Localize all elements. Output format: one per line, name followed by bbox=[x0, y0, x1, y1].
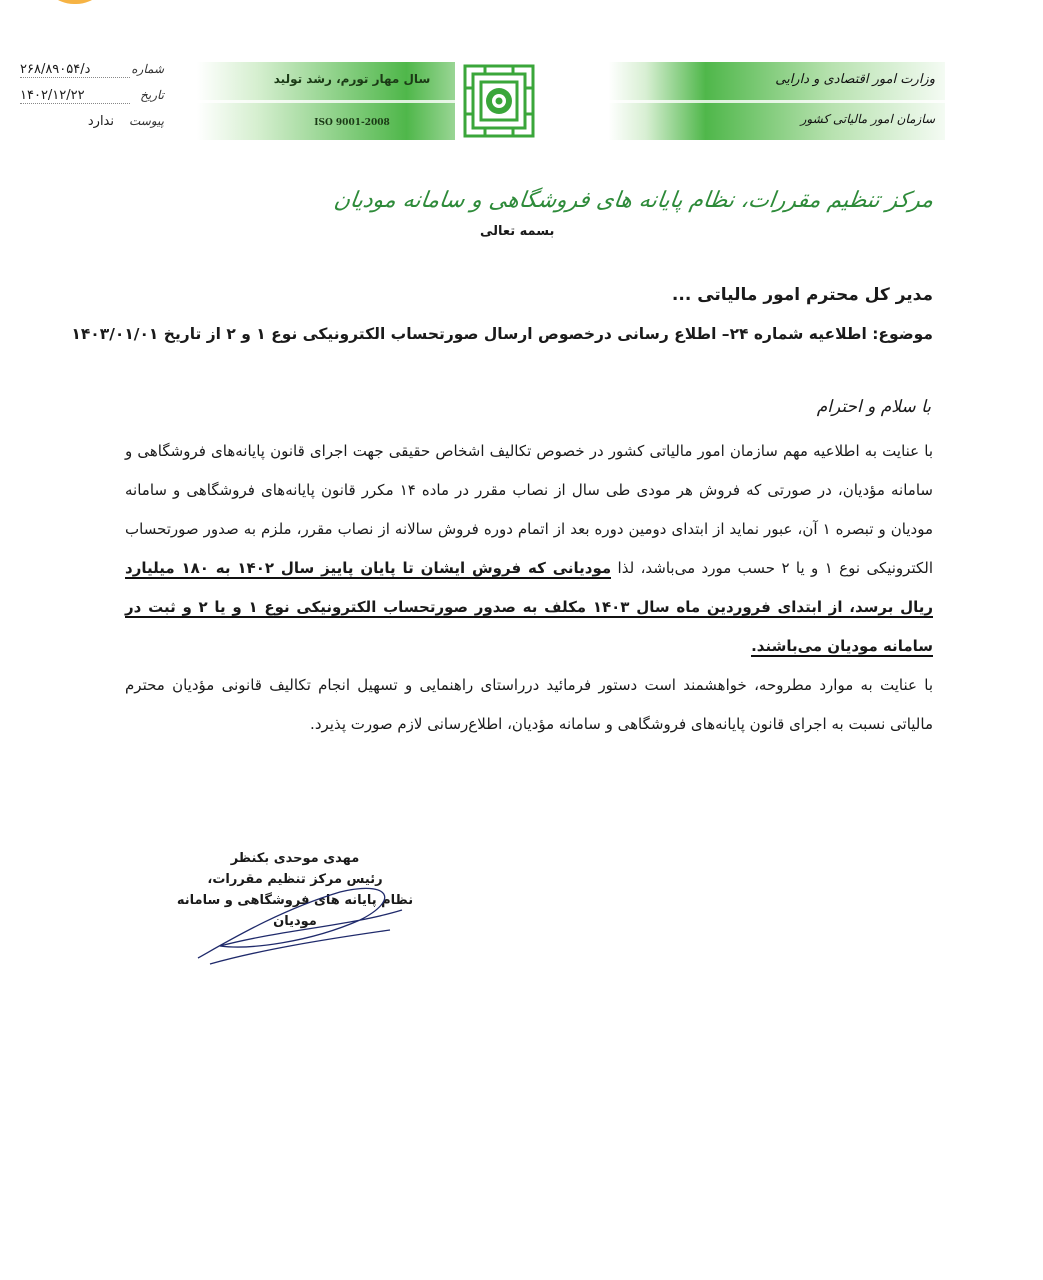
signatory-name: مهدی موحدی بکنظر bbox=[230, 851, 360, 866]
number-label: شماره bbox=[131, 62, 164, 76]
signatory-title-2: نظام پایانه های فروشگاهی و سامانه مودیان bbox=[176, 893, 414, 929]
addressee: مدیر کل محترم امور مالیاتی ... bbox=[671, 285, 933, 305]
letter-meta bbox=[14, 62, 164, 140]
year-slogan: سال مهار تورم، رشد تولید bbox=[273, 72, 431, 86]
attachment-label: پیوست bbox=[129, 114, 164, 128]
number-value: د/۲۶۸/۸۹۰۵۴ bbox=[20, 62, 130, 78]
corner-decoration bbox=[40, 0, 110, 4]
subject-line: موضوع: اطلاعیه شماره ۲۴– اطلاع رسانی درخصوص ارسال صورتحساب الکترونیکی نوع ۱ و ۲ از تاریخ ۱۴۰۳/۰۱/۰۱ bbox=[71, 325, 933, 343]
letter-date-row bbox=[14, 88, 164, 114]
banner-divider bbox=[197, 100, 945, 103]
organization-name: سازمان امور مالیاتی کشور bbox=[800, 112, 935, 126]
paragraph-2: با عنایت به موارد مطروحه، خواهشمند است دستور فرمائید درراستای راهنمایی و تسهیل انجام تکالیف قانونی مؤدیان محترم مالیاتی نسبت به اجرای قانون پایانه‌های فروشگاهی و سامانه مؤدیان، اطلاع‌رسانی لازم صورت پذیرد. bbox=[125, 676, 933, 733]
signatory-title-1: رئیس مرکز تنظیم مقررات، bbox=[207, 872, 383, 887]
date-value: ۱۴۰۲/۱۲/۲۲ bbox=[20, 88, 130, 104]
ministry-name: وزارت امور اقتصادی و دارایی bbox=[775, 72, 935, 87]
center-heading: مرکز تنظیم مقررات، نظام پایانه های فروشگاهی و سامانه مودیان bbox=[331, 188, 935, 213]
attachment-row bbox=[14, 114, 164, 140]
bismillah: بسمه تعالی bbox=[480, 224, 555, 239]
date-label: تاریخ bbox=[140, 88, 164, 102]
letter-body bbox=[125, 432, 933, 744]
letterhead-banner bbox=[197, 62, 945, 140]
greeting: با سلام و احترام bbox=[816, 397, 931, 417]
paragraph-1-text: با عنایت به اطلاعیه مهم سازمان امور مالیاتی کشور در خصوص تکالیف اشخاص حقیقی جهت اجرای قانون پایانه‌های فروشگاهی و سامانه مؤدیان، در صورتی که فروش هر مودی طی سال از نصاب مقرر در ماده ۱۴ مکرر قانون پایانه‌های فروشگاهی و سامانه مودیان و تبصره ۱ آن، عبور نماید از ابتدای دومین دوره بعد از اتمام دوره فروش سالانه از نصاب مقرر، ملزم به صدور صورتحساب الکترونیکی نوع ۱ و یا ۲ حسب مورد می‌باشد، لذا bbox=[125, 442, 933, 577]
attachment-value: ندارد bbox=[87, 114, 114, 129]
handwritten-signature bbox=[190, 880, 410, 970]
paragraph-1 bbox=[125, 432, 933, 666]
iso-certification: ISO 9001-2008 bbox=[314, 118, 390, 128]
paragraph-1-highlight: مودیانی که فروش ایشان تا پایان پاییز سال ۱۴۰۲ به ۱۸۰ میلیارد ریال برسد، از ابتدای فروردین ماه سال ۱۴۰۳ مکلف به صدور صورتحساب الکترونیکی نوع ۱ و یا ۲ و ثبت در سامانه مودیان می‌باشند. bbox=[125, 559, 933, 655]
tax-organization-emblem-icon bbox=[455, 58, 543, 144]
letter-number-row bbox=[14, 62, 164, 88]
